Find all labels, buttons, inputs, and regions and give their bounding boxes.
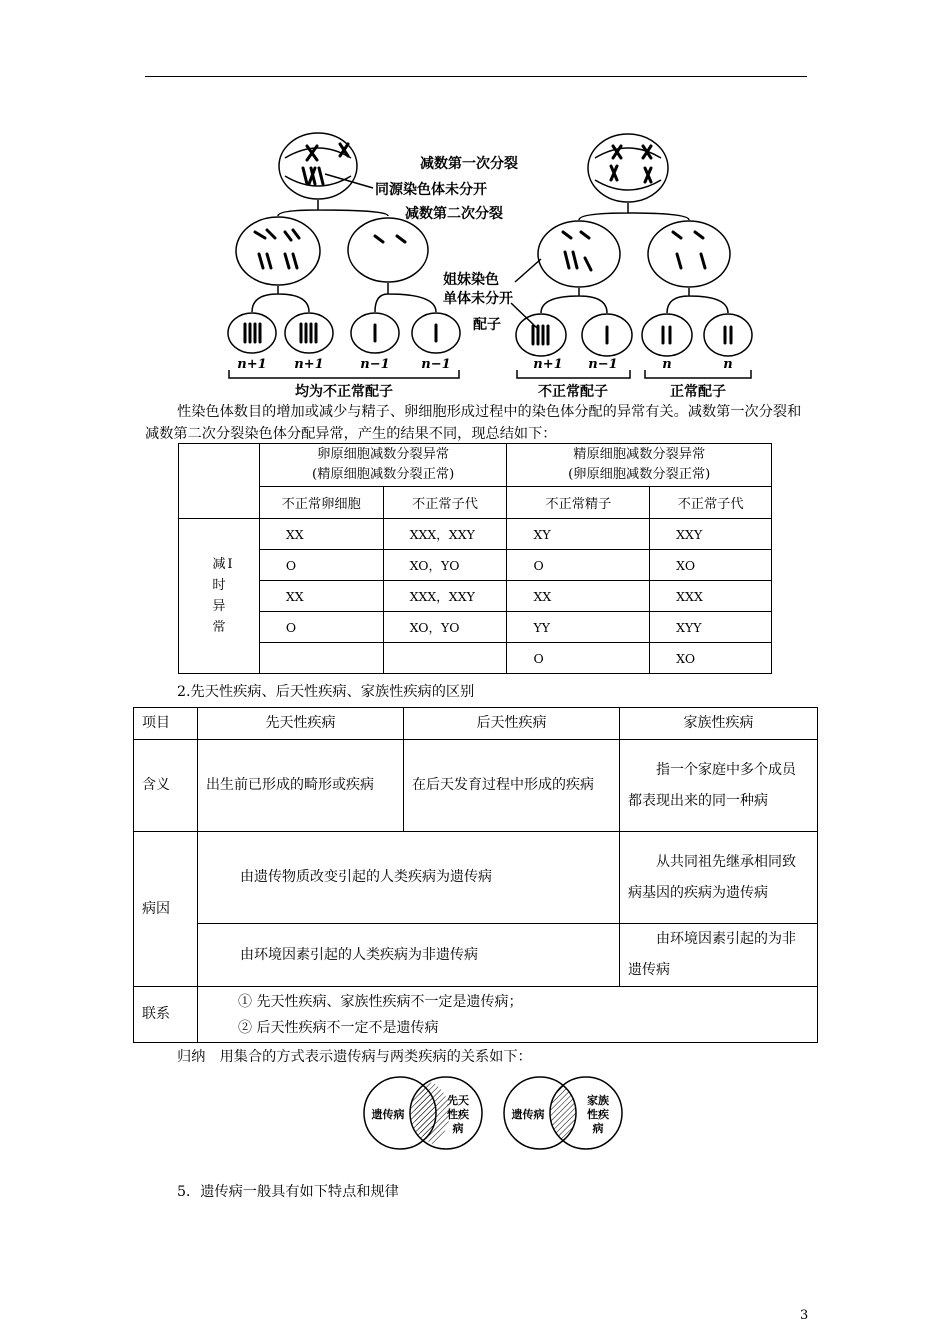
gamete-label: n−1 xyxy=(588,357,618,372)
table-cell: XO xyxy=(650,643,772,674)
col-abnormal-egg: 不正常卵细胞 xyxy=(259,487,383,519)
venn-b-right: 病 xyxy=(592,1122,604,1135)
cell-2c xyxy=(538,221,620,287)
table-cell: XO xyxy=(650,550,772,581)
table1-corner xyxy=(179,444,260,519)
table-cell: XXX，XXY xyxy=(383,519,507,550)
table1-head-oocyte: 卵原细胞减数分裂异常 (精原细胞减数分裂正常) xyxy=(259,444,507,487)
label-meiosis2: 减数第二次分裂 xyxy=(405,206,503,222)
table-cell xyxy=(383,643,507,674)
label-sister-1: 姐妹染色 xyxy=(443,272,499,288)
relation-2: ② 后天性疾病不一定不是遗传病 xyxy=(238,1019,439,1036)
header-rule xyxy=(145,76,807,77)
table-cell: O xyxy=(507,643,650,674)
table-cell: XO，YO xyxy=(383,612,507,643)
gamete-label: n−1 xyxy=(421,357,451,372)
table-cell: XX xyxy=(259,519,383,550)
intro-text: 性染色体数目的增加或减少与精子、卵细胞形成过程中的染色体分配的异常有关。减数第一次分裂和减数第二次分裂染色体分配异常，产生的结果不同，现总结如下： xyxy=(145,404,802,442)
venn-diagrams xyxy=(360,1074,630,1152)
label-sister-2: 单体未分开 xyxy=(443,291,513,307)
venn-b-right: 性疾 xyxy=(587,1108,609,1121)
label-gamete: 配子 xyxy=(473,317,501,333)
row-label-meiosis1-abnormal: 减 Ⅰ 时 异 常 xyxy=(179,519,260,674)
table-cell: O xyxy=(259,612,383,643)
meaning-familial: 指一个家庭中多个成员都表现出来的同一种病 xyxy=(620,740,818,832)
gamete-label: n xyxy=(662,357,672,372)
venn-a-right: 病 xyxy=(452,1122,464,1135)
section5-title: 5．遗传病一般具有如下特点和规律 xyxy=(177,1184,399,1200)
table-cell: XYY xyxy=(650,612,772,643)
h-item: 项目 xyxy=(134,708,198,740)
r-meaning: 含义 xyxy=(134,740,198,832)
disease-comparison-table xyxy=(133,707,818,1043)
venn-b-right: 家族 xyxy=(587,1094,609,1107)
label-meiosis1: 减数第一次分裂 xyxy=(420,156,518,172)
table-cell: O xyxy=(259,550,383,581)
cause-familial-env: 由环境因素引起的为非遗传病 xyxy=(620,924,818,987)
cell-2d xyxy=(648,221,730,287)
table-cell: XXY xyxy=(650,519,772,550)
col-abnormal-sperm: 不正常精子 xyxy=(507,487,650,519)
venn-a-right: 先天 xyxy=(447,1094,469,1107)
meaning-acquired: 在后天发育过程中形成的疾病 xyxy=(404,740,620,832)
gamete-5 xyxy=(516,314,566,356)
table-cell xyxy=(259,643,383,674)
table-cell: XXX，XXY xyxy=(383,581,507,612)
group-all-abnormal: 均为不正常配子 xyxy=(295,384,393,400)
table-cell: XO，YO xyxy=(383,550,507,581)
meiosis-nondisjunction-diagram xyxy=(215,128,755,404)
table-cell: XX xyxy=(507,581,650,612)
gamete-label: n−1 xyxy=(360,357,390,372)
cell-2b xyxy=(348,218,428,282)
table1-head-sperm: 精原细胞减数分裂异常 (卵原细胞减数分裂正常) xyxy=(507,444,772,487)
meaning-congenital: 出生前已形成的畸形或疾病 xyxy=(198,740,404,832)
gamete-label: n+1 xyxy=(533,357,563,372)
table-cell: XX xyxy=(259,581,383,612)
parent-cell-left xyxy=(279,133,357,199)
table-cell: XXX xyxy=(650,581,772,612)
h-acquired: 后天性疾病 xyxy=(404,708,620,740)
gamete-1 xyxy=(228,313,276,353)
gamete-label: n xyxy=(723,357,733,372)
group-normal: 正常配子 xyxy=(670,384,726,400)
col-abnormal-child: 不正常子代 xyxy=(650,487,772,519)
table-cell: YY xyxy=(507,612,650,643)
h-familial: 家族性疾病 xyxy=(620,708,818,740)
gamete-label: n+1 xyxy=(294,357,324,372)
table-cell: XY xyxy=(507,519,650,550)
table-cell: O xyxy=(507,550,650,581)
gamete-label: n+1 xyxy=(237,357,267,372)
relation-cell xyxy=(198,987,818,1043)
r-cause: 病因 xyxy=(134,832,198,987)
relation-1: ① 先天性疾病、家族性疾病不一定是遗传病； xyxy=(238,993,523,1010)
sex-chromosome-table xyxy=(178,443,772,674)
page-number: 3 xyxy=(800,1308,809,1323)
group-abnormal: 不正常配子 xyxy=(538,384,608,400)
cause-familial-genetic: 从共同祖先继承相同致病基因的疾病为遗传病 xyxy=(620,832,818,924)
section2-title: 2.先天性疾病、后天性疾病、家族性疾病的区别 xyxy=(177,684,475,700)
parent-cell-right xyxy=(588,134,668,202)
cause-env: 由环境因素引起的人类疾病为非遗传病 xyxy=(198,924,620,987)
venn-a-right: 性疾 xyxy=(447,1108,469,1121)
col-abnormal-child: 不正常子代 xyxy=(383,487,507,519)
cell-2a xyxy=(236,217,320,285)
gamete-7 xyxy=(642,314,692,356)
r-relation: 联系 xyxy=(134,987,198,1043)
label-homolog: 同源染色体未分开 xyxy=(375,182,487,198)
cause-genetic: 由遗传物质改变引起的人类疾病为遗传病 xyxy=(198,832,620,924)
h-congenital: 先天性疾病 xyxy=(198,708,404,740)
gamete-2 xyxy=(285,313,333,353)
venn-b-left: 遗传病 xyxy=(511,1108,545,1121)
venn-a-left: 遗传病 xyxy=(371,1108,405,1121)
gamete-8 xyxy=(704,314,752,356)
summary-text: 归纳 用集合的方式表示遗传病与两类疾病的关系如下： xyxy=(177,1049,532,1065)
